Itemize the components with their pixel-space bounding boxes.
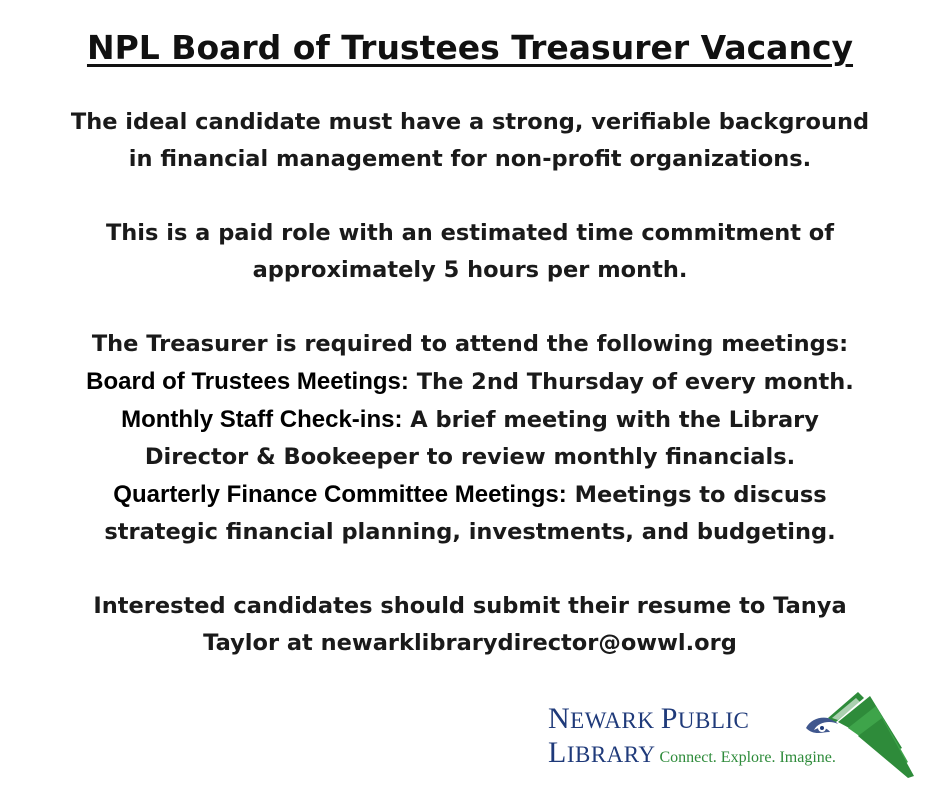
meeting-desc-cont: Director & Bookeeper to review monthly financials. xyxy=(144,444,796,470)
meetings-paragraph xyxy=(0,326,940,551)
meeting-item xyxy=(0,476,940,514)
meeting-item xyxy=(0,401,940,439)
page-title: NPL Board of Trustees Treasurer Vacancy xyxy=(86,28,854,67)
logo-name: NEWARK PUBLIC xyxy=(548,702,750,735)
role-paragraph xyxy=(0,215,940,289)
role-line-1: This is a paid role with an estimated time commitment of xyxy=(105,220,835,246)
contact-paragraph xyxy=(0,588,940,662)
contact-line-2: Taylor at newarklibrarydirector@owwl.org xyxy=(203,630,737,656)
meeting-desc-cont: strategic financial planning, investments, and budgeting. xyxy=(104,519,836,545)
meeting-term: Monthly Staff Check-ins: xyxy=(121,406,403,433)
library-logo xyxy=(548,688,918,780)
meeting-item xyxy=(0,363,940,401)
role-line-2: approximately 5 hours per month. xyxy=(252,257,688,283)
meeting-term: Quarterly Finance Committee Meetings: xyxy=(113,481,567,508)
logo-tagline: Connect. Explore. Imagine. xyxy=(659,749,836,766)
book-swoosh-icon xyxy=(798,688,918,780)
meeting-desc: Meetings to discuss xyxy=(566,482,827,508)
intro-line-2: in financial management for non-profit organizations. xyxy=(128,146,812,172)
meetings-heading: The Treasurer is required to attend the following meetings: xyxy=(91,331,849,357)
announcement-body xyxy=(0,104,940,662)
intro-paragraph xyxy=(0,104,940,178)
meeting-desc: A brief meeting with the Library xyxy=(402,407,819,433)
meeting-desc: The 2nd Thursday of every month. xyxy=(408,369,854,395)
intro-line-1: The ideal candidate must have a strong, verifiable background xyxy=(70,109,870,135)
meeting-term: Board of Trustees Meetings: xyxy=(86,368,409,395)
logo-library: LIBRARY Connect. Explore. Imagine. xyxy=(548,736,836,769)
contact-line-1: Interested candidates should submit their resume to Tanya xyxy=(93,593,847,619)
